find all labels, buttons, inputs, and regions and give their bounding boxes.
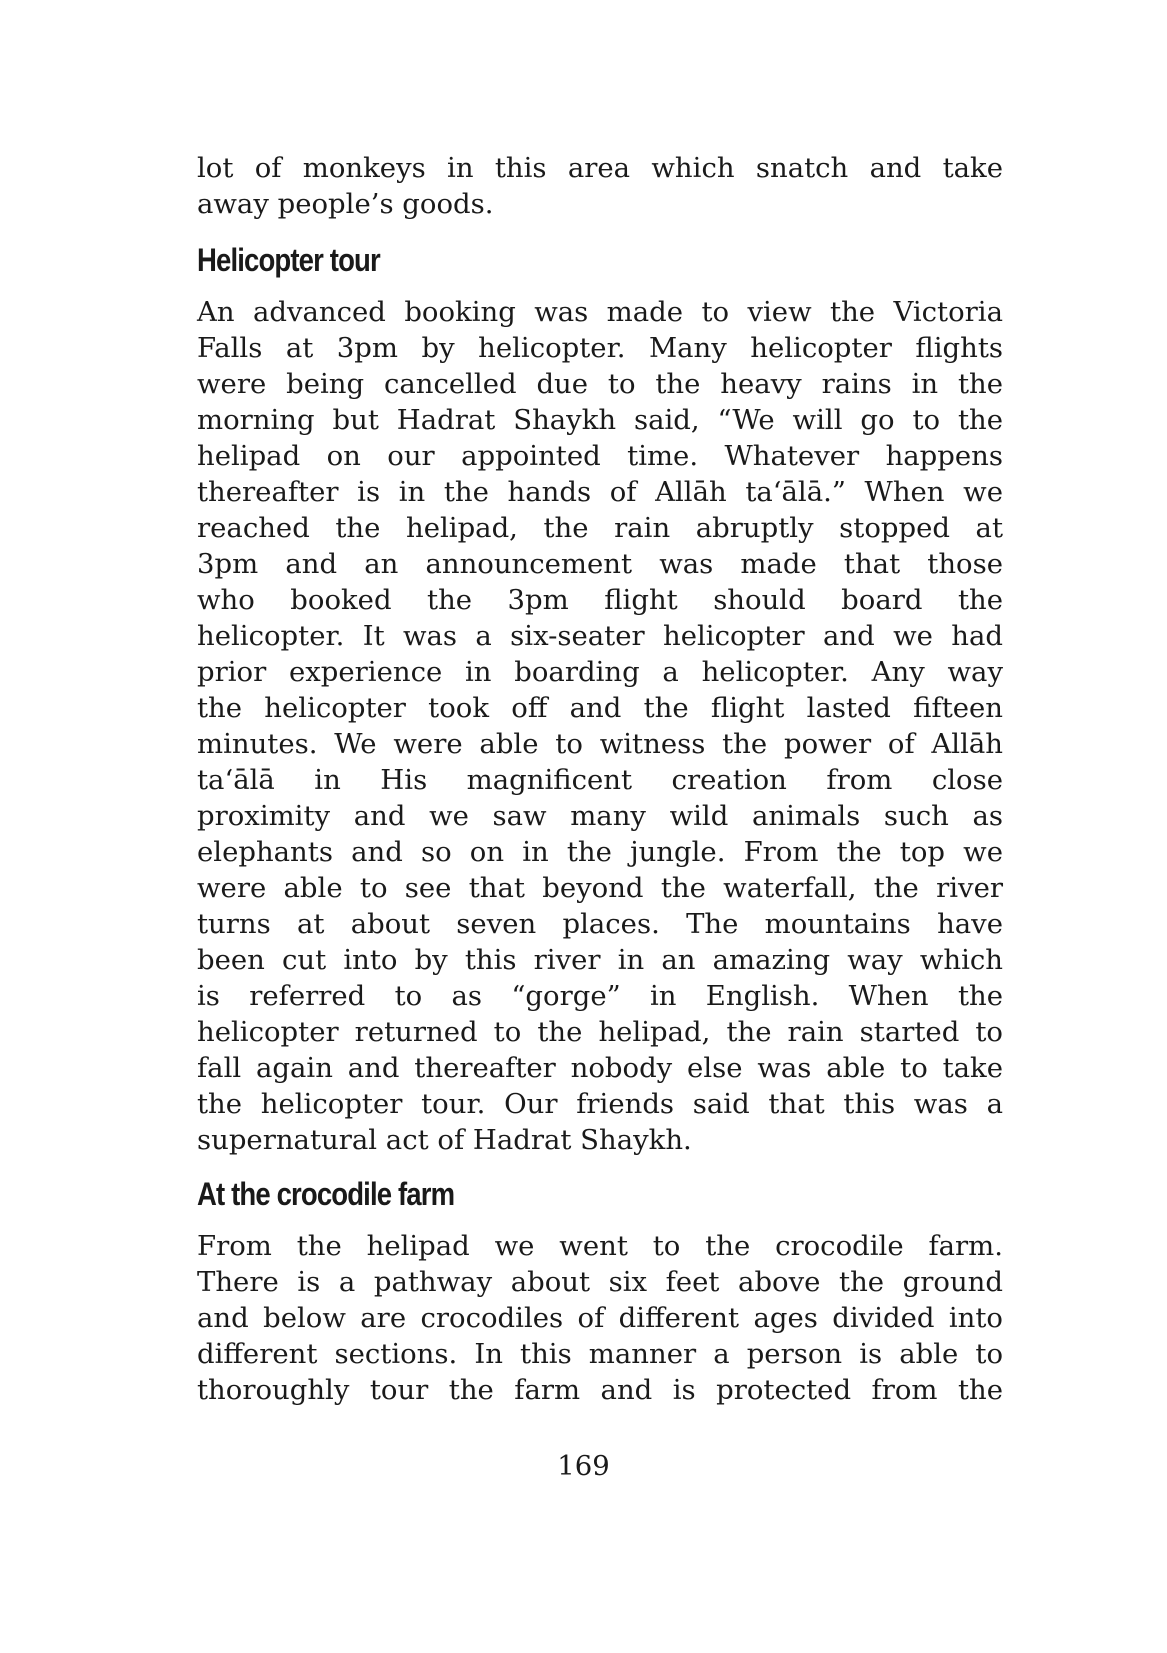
text-line: were able to see that beyond the waterfall, the river xyxy=(197,872,1003,904)
text-line: From the helipad we went to the crocodile farm. xyxy=(197,1230,1003,1262)
text-line: morning but Hadrat Shaykh said, “We will go to the xyxy=(197,404,1003,436)
text-line: Falls at 3pm by helicopter. Many helicopter flights xyxy=(197,332,1003,364)
page-body xyxy=(197,150,1003,1408)
helicopter-tour-paragraph xyxy=(197,294,1003,1158)
section-heading-helicopter-tour: Helicopter tour xyxy=(197,242,380,278)
text-line: prior experience in boarding a helicopter. Any way xyxy=(197,656,1003,688)
section-heading-crocodile-farm: At the crocodile farm xyxy=(197,1176,455,1212)
text-line: helicopter returned to the helipad, the rain started to xyxy=(197,1016,1003,1048)
text-line: the helicopter tour. Our friends said that this was a xyxy=(197,1088,1003,1120)
text-line: is referred to as “gorge” in English. When the xyxy=(197,980,1003,1012)
text-line: lot of monkeys in this area which snatch and take xyxy=(197,152,1003,184)
text-line: An advanced booking was made to view the Victoria xyxy=(197,296,1003,328)
text-line: away people’s goods. xyxy=(197,188,494,220)
text-line: turns at about seven places. The mountains have xyxy=(197,908,1003,940)
text-line: were being cancelled due to the heavy rains in the xyxy=(197,368,1003,400)
text-line: ta‘ālā in His magnificent creation from close xyxy=(197,764,1003,796)
text-line: helicopter. It was a six-seater helicopter and we had xyxy=(197,620,1003,652)
text-line: the helicopter took off and the flight lasted fifteen xyxy=(197,692,1003,724)
text-line: 3pm and an announcement was made that those xyxy=(197,548,1003,580)
text-line: proximity and we saw many wild animals such as xyxy=(197,800,1003,832)
text-line: There is a pathway about six feet above the ground xyxy=(197,1266,1003,1298)
page-number: 169 xyxy=(557,1450,610,1482)
crocodile-farm-paragraph xyxy=(197,1228,1003,1408)
text-line: different sections. In this manner a person is able to xyxy=(197,1338,1003,1370)
intro-paragraph xyxy=(197,150,1003,222)
text-line: supernatural act of Hadrat Shaykh. xyxy=(197,1124,692,1156)
text-line: thereafter is in the hands of Allāh ta‘ālā.” When we xyxy=(197,476,1003,508)
text-line: helipad on our appointed time. Whatever happens xyxy=(197,440,1003,472)
text-line: who booked the 3pm flight should board the xyxy=(197,584,1003,616)
text-line: and below are crocodiles of different ages divided into xyxy=(197,1302,1003,1334)
text-line: minutes. We were able to witness the power of Allāh xyxy=(197,728,1003,760)
text-line: been cut into by this river in an amazing way which xyxy=(197,944,1003,976)
text-line: fall again and thereafter nobody else was able to take xyxy=(197,1052,1003,1084)
text-line: thoroughly tour the farm and is protected from the xyxy=(197,1374,1003,1406)
text-line: reached the helipad, the rain abruptly stopped at xyxy=(197,512,1003,544)
text-line: elephants and so on in the jungle. From the top we xyxy=(197,836,1003,868)
